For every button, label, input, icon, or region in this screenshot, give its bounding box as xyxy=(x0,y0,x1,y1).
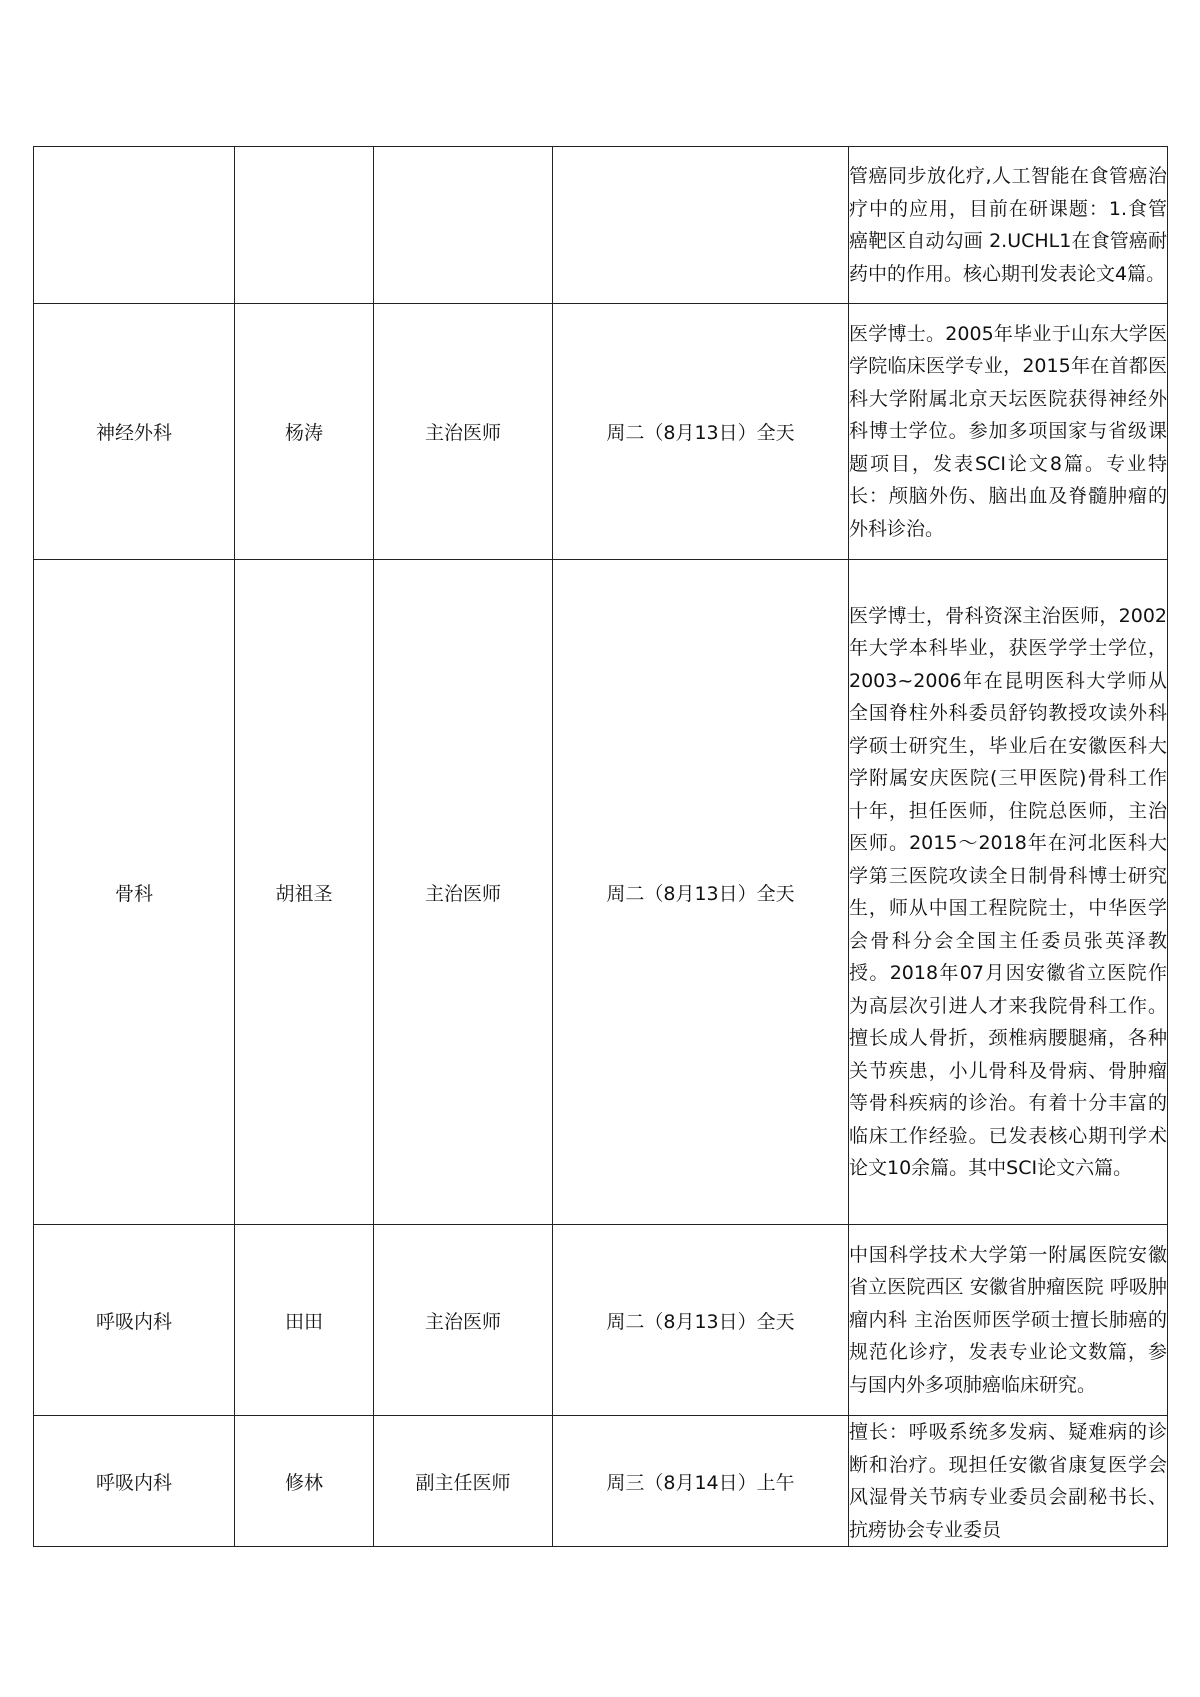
doctor-schedule-table xyxy=(33,146,1168,1547)
time-cell: 周二（8月13日）全天 xyxy=(553,304,849,560)
department-cell: 神经外科 xyxy=(34,304,235,560)
time-cell xyxy=(553,147,849,304)
table-row xyxy=(34,1416,1168,1547)
table-row xyxy=(34,304,1168,560)
doctor-name-cell: 修林 xyxy=(235,1416,374,1547)
table-row xyxy=(34,147,1168,304)
bio-cell: 医学博士。2005年毕业于山东大学医学院临床医学专业，2015年在首都医科大学附属北京天坛医院获得神经外科博士学位。参加多项国家与省级课题项目，发表SCI论文8篇。专业特长：颅脑外伤、脑出血及脊髓肿瘤的外科诊治。 xyxy=(849,304,1168,560)
title-cell: 主治医师 xyxy=(374,304,553,560)
department-cell: 呼吸内科 xyxy=(34,1416,235,1547)
table-row xyxy=(34,1225,1168,1416)
bio-cell: 管癌同步放化疗,人工智能在食管癌治疗中的应用，目前在研课题：1.食管癌靶区自动勾画 2.UCHL1在食管癌耐药中的作用。核心期刊发表论文4篇。 xyxy=(849,147,1168,304)
title-cell: 主治医师 xyxy=(374,560,553,1225)
table-row xyxy=(34,560,1168,1225)
department-cell: 骨科 xyxy=(34,560,235,1225)
doctor-name-cell xyxy=(235,147,374,304)
bio-cell: 医学博士，骨科资深主治医师，2002年大学本科毕业，获医学学士学位，2003~2006年在昆明医科大学师从全国脊柱外科委员舒钧教授攻读外科学硕士研究生，毕业后在安徽医科大学附属安庆医院(三甲医院)骨科工作十年，担任医师，住院总医师，主治医师。2015～2018年在河北医科大学第三医院攻读全日制骨科博士研究生，师从中国工程院院士，中华医学会骨科分会全国主任委员张英泽教授。2018年07月因安徽省立医院作为高层次引进人才来我院骨科工作。擅长成人骨折，颈椎病腰腿痛，各种关节疾患，小儿骨科及骨病、骨肿瘤等骨科疾病的诊治。有着十分丰富的临床工作经验。已发表核心期刊学术论文10余篇。其中SCI论文六篇。 xyxy=(849,560,1168,1225)
time-cell: 周二（8月13日）全天 xyxy=(553,1225,849,1416)
doctor-name-cell: 胡祖圣 xyxy=(235,560,374,1225)
title-cell: 副主任医师 xyxy=(374,1416,553,1547)
time-cell: 周二（8月13日）全天 xyxy=(553,560,849,1225)
department-cell xyxy=(34,147,235,304)
department-cell: 呼吸内科 xyxy=(34,1225,235,1416)
doctor-name-cell: 田田 xyxy=(235,1225,374,1416)
time-cell: 周三（8月14日）上午 xyxy=(553,1416,849,1547)
title-cell xyxy=(374,147,553,304)
doctor-name-cell: 杨涛 xyxy=(235,304,374,560)
title-cell: 主治医师 xyxy=(374,1225,553,1416)
bio-cell: 擅长：呼吸系统多发病、疑难病的诊断和治疗。现担任安徽省康复医学会风湿骨关节病专业委员会副秘书长、抗痨协会专业委员 xyxy=(849,1416,1168,1547)
bio-cell: 中国科学技术大学第一附属医院安徽省立医院西区 安徽省肿瘤医院 呼吸肿瘤内科 主治医师医学硕士擅长肺癌的规范化诊疗，发表专业论文数篇，参与国内外多项肺癌临床研究。 xyxy=(849,1225,1168,1416)
